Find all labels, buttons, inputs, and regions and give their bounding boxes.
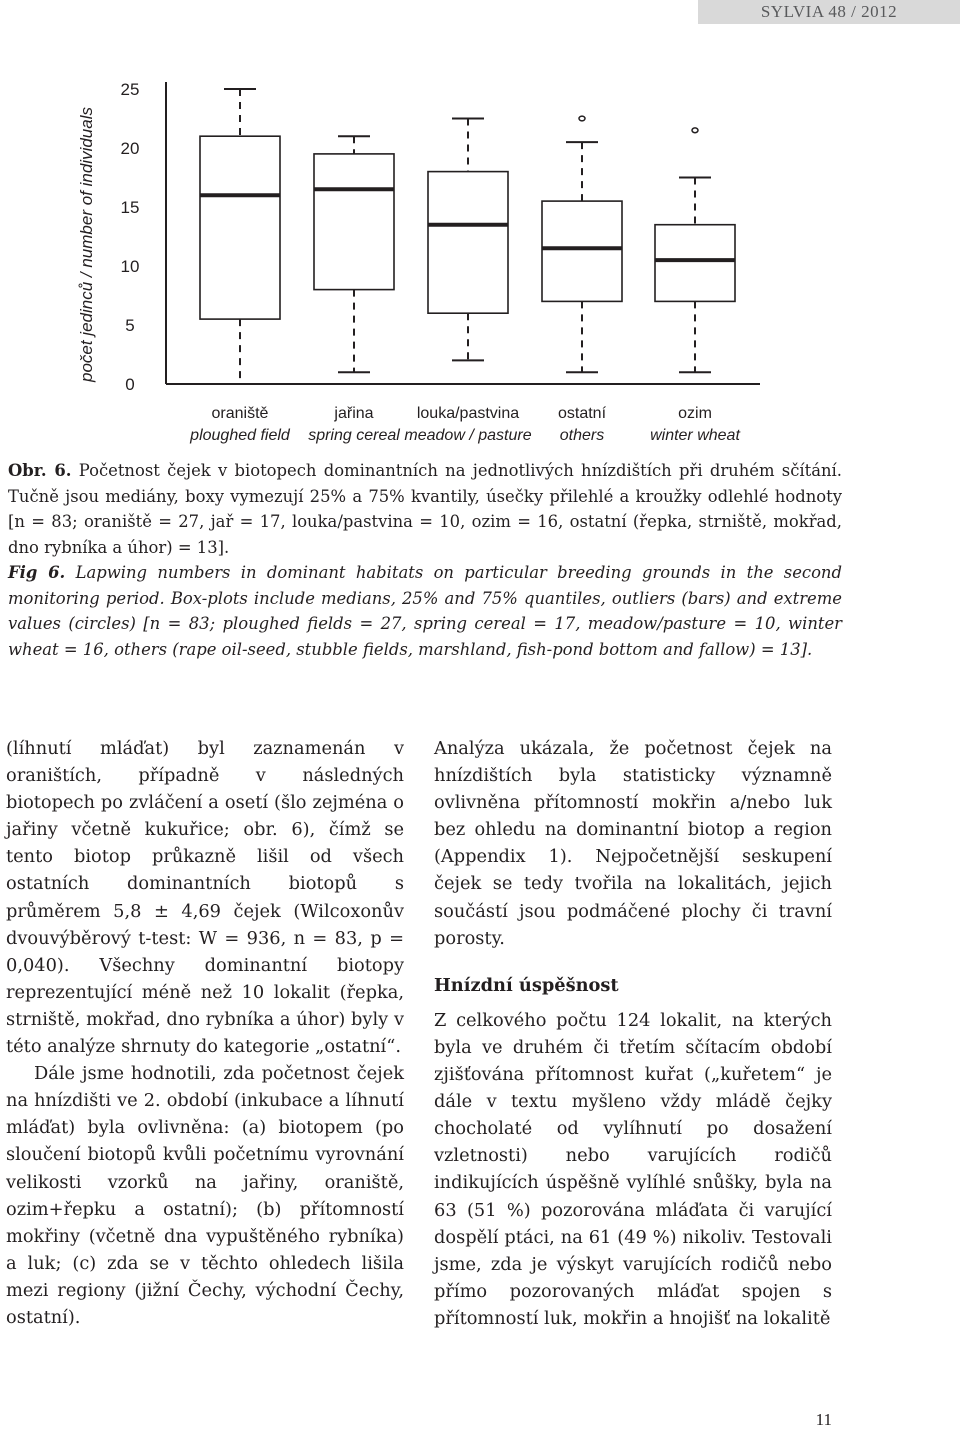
section-heading: Hnízdní úspěšnost [434,974,619,996]
category-label-cz: jařina [334,405,374,422]
y-tick-label: 20 [120,139,140,158]
category-label-cz: louka/pastvina [416,405,520,422]
category-label-en: meadow / pasture [404,427,532,444]
outlier-point [579,116,585,121]
y-tick-label: 15 [120,198,140,217]
y-tick-label: 25 [120,80,140,99]
journal-header: SYLVIA 48 / 2012 [698,0,960,24]
figure-caption [8,458,842,662]
page-number: 11 [815,1410,832,1429]
box-iqr [200,136,280,319]
right-paragraph-1: Analýza ukázala, že početnost čejek na hnízdištích byla statisticky významně ovlivněna přítomností mokřin a/nebo luk bez ohledu na dominantní biotop a region (Appendix 1). Nejpočetnější seskupení čejek se tedy tvořila na lokalitách, jejich součástí jsou podmáčené plochy či travní porosty. [434,738,832,949]
box-5 [655,128,735,372]
right-text-column [434,735,832,1332]
left-text-column [6,735,404,1331]
caption-en [8,560,842,662]
right-paragraph-2: Z celkového počtu 124 lokalit, na kterých byla ve druhém či třetím sčítacím období zjišťována přítomnost kuřat („kuřetem“ je dále v textu myšleno vždy mládě čejky chocholaté od vylíhnutí po dosažení vzletnosti) nebo varujících rodičů indikujících úspěšně vylíhlé snůšky, byla na 63 (51 %) pozorována mláďata či varující dospělí ptáci, na 61 (49 %) nikoliv. Testovali jsme, zda je výskyt varujících rodičů nebo přímo pozorovaných mláďat spojen s přítomností luk, mokřin a hnojišť na lokalitě [434,1009,832,1329]
y-tick-label: 5 [125,316,135,335]
category-label-cz: ostatní [557,405,607,422]
box-iqr [655,225,735,302]
left-paragraph-2: Dále jsme hodnotili, zda početnost čejek na hnízdišti ve 2. období (inkubace a líhnutí mláďat) byla ovlivněna: (a) biotopem (po sloučení biotopů kvůli početnímu vyrovnání velikosti vzorků na jařiny, oraniště, ozim+řepku a ostatní); (b) přítomností mokřiny (včetně dna vypuštěného rybníka) a luk; (c) zda se v těchto ohledech lišila mezi regiony (jižní Čechy, východní Čechy, ostatní). [6,1063,404,1328]
box-iqr [542,201,622,301]
category-label-en: winter wheat [650,427,740,444]
box-1 [200,89,280,384]
caption-cz [8,458,842,560]
category-label-en: spring cereal [308,427,400,444]
box-iqr [428,172,508,314]
caption-en-label: Fig 6. [8,563,66,582]
caption-cz-text: Početnost čejek v biotopech dominantních na jednotlivých hnízdištích při druhém sčítání. Tučně jsou mediány, boxy vymezují 25% a 75% kvantily, úsečky přilehlé a kroužky odlehlé hodnoty [n = 83; oraniště = 27, jař = 17, louka/pastvina = 10, ozim = 16, ostatní (řepka, strniště, mokřad, dno rybníka a úhor) = 13]. [8,461,842,557]
box-4 [542,116,622,372]
category-label-en: others [559,427,605,444]
outlier-point [692,128,698,133]
y-axis-label: počet jedinců / number of individuals [77,107,96,382]
box-plot-chart [70,72,760,452]
left-paragraph-1: (líhnutí mláďat) byl zaznamenán v oraništích, případně v následných biotopech po zvláčení a osetí (šlo zejména o jařiny včetně kukuřice; obr. 6), čímž se tento biotop průkazně lišil od všech ostatních dominantních biotopů s průměrem 5,8 ± 4,69 čejek (Wilcoxonův dvouvýběrový t-test: W = 936, n = 83, p = 0,040). Všechny dominantní biotopy reprezentující méně než 10 lokalit (řepka, strniště, mokřad, dno rybníka a úhor) byly v této analýze shrnuty do kategorie „ostatní“. [6,738,404,1058]
y-tick-label: 0 [125,375,135,394]
category-label-cz: ozim [678,405,712,422]
box-3 [428,119,508,361]
caption-cz-label: Obr. 6. [8,461,72,480]
box-2 [314,136,394,372]
y-tick-label: 10 [120,257,140,276]
category-label-en: ploughed field [190,427,290,444]
box-iqr [314,154,394,290]
caption-en-text: Lapwing numbers in dominant habitats on particular breeding grounds in the second monitoring period. Box-plots include medians, 25% and 75% quantiles, outliers (bars) and extreme values (circles) [n = 83; ploughed fields = 27, spring cereal = 17, meadow/pasture = 10, winter wheat = 16, others (rape oil-seed, stubble fields, marshland, fish-pond bottom and fallow) = 13]. [8,563,842,659]
category-label-cz: oraniště [211,405,269,422]
